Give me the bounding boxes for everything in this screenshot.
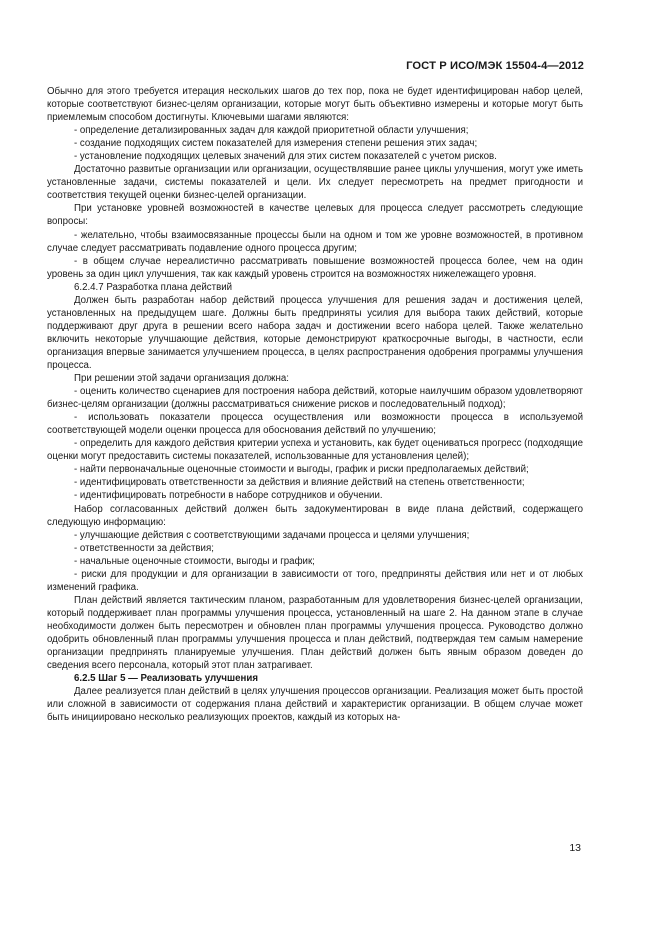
paragraph: - ответственности за действия;	[74, 542, 214, 554]
paragraph: Далее реализуется план действий в целях улучшения процессов организации. Реализация может быть простой или сложной в зависимости от содержания плана действий и характеристик организации. В общем случае может быть инициировано несколько реализующих проектов, каждый из которых на-	[47, 686, 583, 724]
paragraph: Должен быть разработан набор действий процесса улучшения для решения задач и достижения целей, установленных на предыдущем шаге. Должны быть предприняты усилия для выбора таких действий, которые поддерживают друг друга в решении всего набора задач и достижении всего набора целей. Также желательно включить некоторые улучшающие действия, которые демонстрируют краткосрочные выгоды, в частности, если организация впервые занимается улучшением процесса, в целях распространения одобрения программы улучшения процесса.	[47, 294, 583, 371]
paragraph: - желательно, чтобы взаимосвязанные процессы были на одном и том же уровне возможностей, в противном случае следует рассматривать подавление одного процесса другим;	[47, 229, 583, 254]
paragraph: - создание подходящих систем показателей для измерения степени решения этих задач;	[74, 138, 478, 150]
paragraph: - определить для каждого действия критерии успеха и установить, как будет оцениваться прогресс (подходящие оценки могут предоставить системы показателей, использованные для установления целей);	[47, 438, 583, 463]
paragraph: - идентифицировать потребности в наборе сотрудников и обучении.	[74, 490, 383, 502]
paragraph: - установление подходящих целевых значений для этих систем показателей с учетом рисков.	[74, 151, 497, 163]
document-body	[47, 85, 583, 724]
paragraph: - риски для продукции и для организации в зависимости от того, предприняты действия или нет и от любых изменений графика.	[47, 568, 583, 593]
paragraph: - определение детализированных задач для каждой приоритетной области улучшения;	[74, 125, 469, 137]
document-header: ГОСТ Р ИСО/МЭК 15504-4—2012	[406, 60, 584, 72]
paragraph: - в общем случае нереалистично рассматривать повышение возможностей процесса более, чем на один уровень за один цикл улучшения, так как каждый уровень строится на возможностях нижележащего уровня.	[47, 255, 583, 280]
paragraph: - идентифицировать ответственности за действия и влияние действий на степень ответственности;	[74, 477, 525, 489]
paragraph: - улучшающие действия с соответствующими задачами процесса и целями улучшения;	[74, 529, 470, 541]
paragraph: Обычно для этого требуется итерация нескольких шагов до тех пор, пока не будет идентифицирован набор целей, которые соответствуют бизнес-целям организации, которые могут быть объективно измерены и которые могут быть приемлемым способом достигнуты. Ключевыми шагами являются:	[47, 86, 583, 124]
paragraph: При решении этой задачи организация должна:	[74, 373, 289, 385]
paragraph: План действий является тактическим планом, разработанным для удовлетворения бизнес-целей организации, который поддерживает план программы улучшения процесса, установленный на шаге 2. На данном этапе в случае необходимости должен быть пересмотрен и обновлен план программы улучшения процесса. Руководство должно одобрить обновленный план программы улучшения процесса и план действий, подтверждая тем самым намерение организации предпринять планируемые улучшения. План действий должен быть явным образом доведен до сведения всего персонала, который этот план затрагивает.	[47, 594, 583, 672]
page-number: 13	[569, 842, 581, 854]
paragraph: При установке уровней возможностей в качестве целевых для процесса следует рассмотреть следующие вопросы:	[47, 203, 583, 228]
paragraph: - начальные оценочные стоимости, выгоды и график;	[74, 555, 315, 567]
paragraph: - оценить количество сценариев для построения набора действий, которые наилучшим образом удовлетворяют бизнес-целям организации (должны рассматриваться снижение рисков и последовательный подход);	[47, 386, 583, 411]
paragraph: Достаточно развитые организации или организации, осуществлявшие ранее циклы улучшения, могут уже иметь установленные задачи, системы показателей и цели. Их следует пересмотреть на предмет пригодности и соответствия текущей оценки бизнес-целей организации.	[47, 164, 583, 202]
paragraph: - найти первоначальные оценочные стоимости и выгоды, график и риски предполагаемых действий;	[74, 464, 529, 476]
paragraph: 6.2.4.7 Разработка плана действий	[74, 281, 233, 293]
section-heading: 6.2.5 Шаг 5 — Реализовать улучшения	[74, 673, 258, 685]
paragraph: - использовать показатели процесса осуществления или возможности процесса в используемой соответствующей модели оценки процесса для обоснования действий по улучшению;	[47, 412, 583, 437]
paragraph: Набор согласованных действий должен быть задокументирован в виде плана действий, содержащего следующую информацию:	[47, 503, 583, 528]
